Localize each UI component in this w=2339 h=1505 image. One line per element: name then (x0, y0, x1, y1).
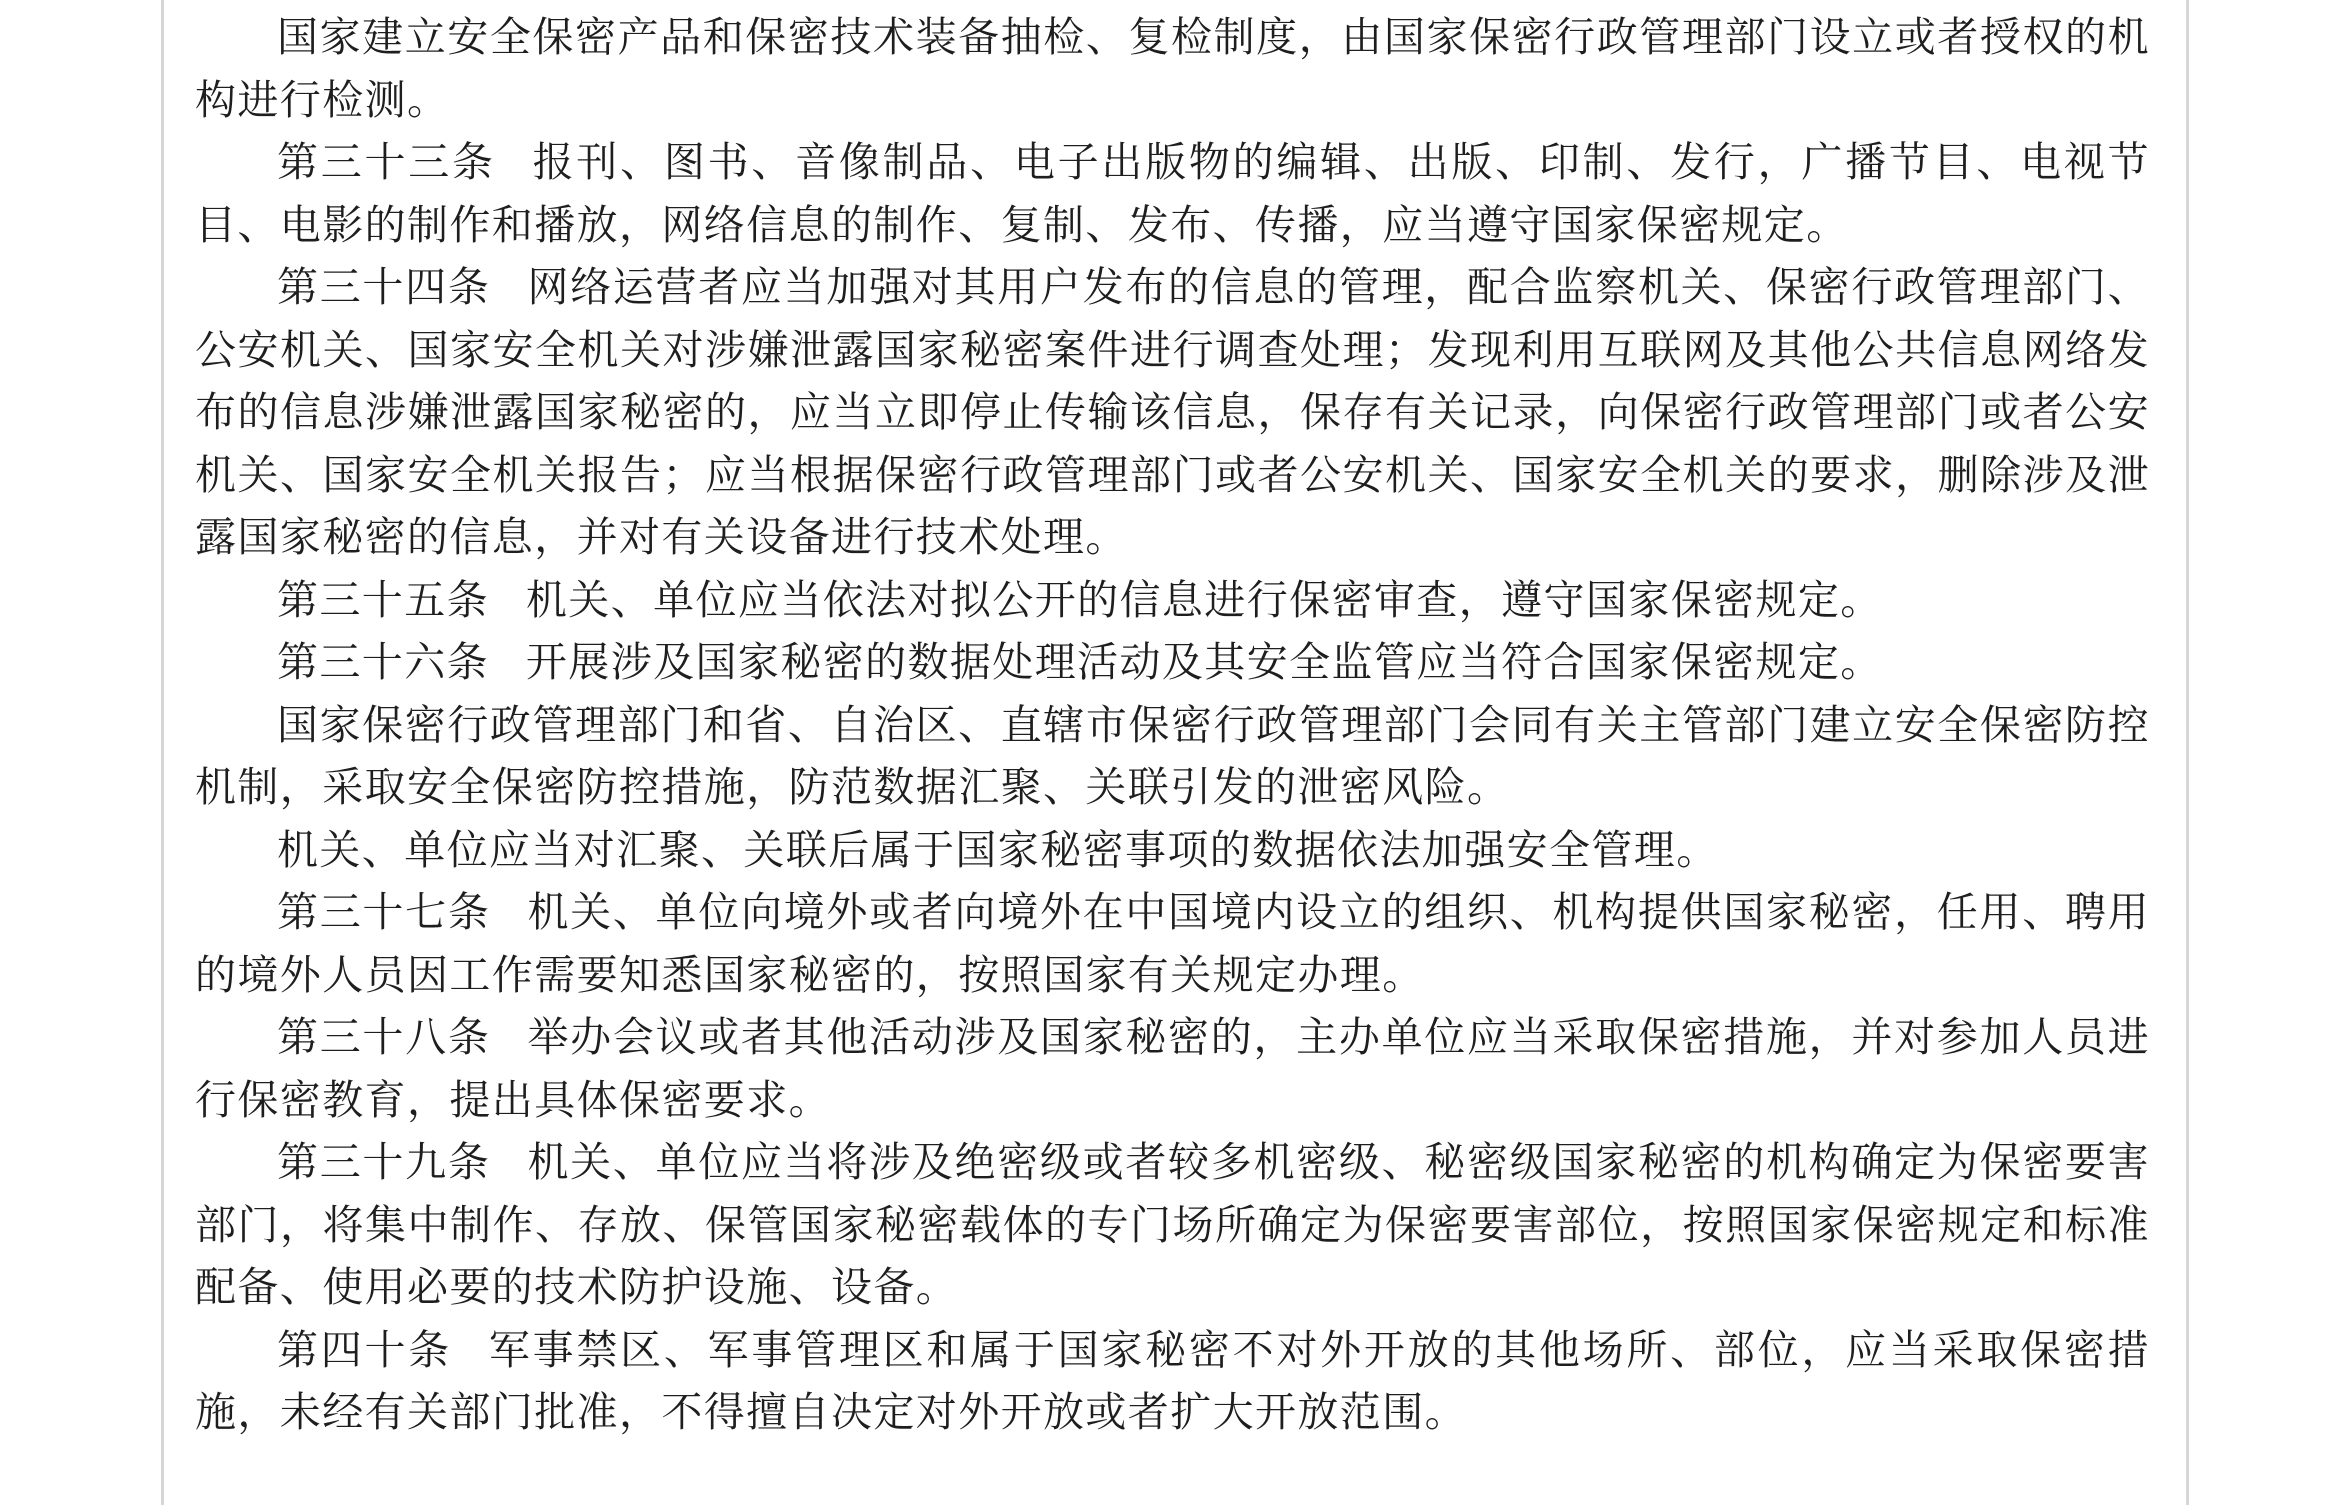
paragraph (195, 1131, 2150, 1319)
paragraph-text: 网络运营者应当加强对其用户发布的信息的管理，配合监察机关、保密行政管理部门、公安机关、国家安全机关对涉嫌泄露国家秘密案件进行调查处理；发现利用互联网及其他公共信息网络发布的信息涉嫌泄露国家秘密的，应当立即停止传输该信息，保存有关记录，向保密行政管理部门或者公安机关、国家安全机关报告；应当根据保密行政管理部门或者公安机关、国家安全机关的要求，删除涉及泄露国家秘密的信息，并对有关设备进行技术处理。 (195, 263, 2151, 561)
paragraph-text: 国家建立安全保密产品和保密技术装备抽检、复检制度，由国家保密行政管理部门设立或者授权的机构进行检测。 (195, 13, 2150, 124)
paragraph-text: 军事禁区、军事管理区和属于国家秘密不对外开放的其他场所、部位，应当采取保密措施，未经有关部门批准，不得擅自决定对外开放或者扩大开放范围。 (195, 1325, 2150, 1436)
paragraph (195, 1319, 2150, 1444)
paragraph-text: 机关、单位应当依法对拟公开的信息进行保密审查，遵守国家保密规定。 (525, 575, 1883, 624)
paragraph (195, 631, 2150, 694)
paragraph-text: 开展涉及国家秘密的数据处理活动及其安全监管应当符合国家保密规定。 (525, 638, 1883, 686)
paragraph (195, 569, 2150, 632)
article-number: 第三十九条 (277, 1138, 491, 1186)
article-number: 第三十六条 (277, 638, 489, 686)
paragraph (195, 881, 2150, 1006)
paragraph (195, 6, 2150, 131)
article-body (195, 6, 2150, 1444)
paragraph-text: 机关、单位应当将涉及绝密级或者较多机密级、秘密级国家秘密的机构确定为保密要害部门，将集中制作、存放、保管国家秘密载体的专门场所确定为保密要害部位，按照国家保密规定和标准配备、使用必要的技术防护设施、设备。 (195, 1138, 2151, 1311)
article-number: 第四十条 (277, 1325, 452, 1374)
paragraph (195, 694, 2150, 819)
paragraph (195, 1006, 2150, 1131)
article-number: 第三十五条 (277, 575, 489, 624)
paragraph-text: 举办会议或者其他活动涉及国家秘密的，主办单位应当采取保密措施，并对参加人员进行保密教育，提出具体保密要求。 (195, 1013, 2151, 1124)
paragraph-text: 机关、单位应当对汇聚、关联后属于国家秘密事项的数据依法加强安全管理。 (277, 825, 1719, 874)
paragraph-text: 机关、单位向境外或者向境外在中国境内设立的组织、机构提供国家秘密，任用、聘用的境外人员因工作需要知悉国家秘密的，按照国家有关规定办理。 (195, 888, 2151, 999)
paragraph (195, 819, 2150, 882)
paragraph-text: 报刊、图书、音像制品、电子出版物的编辑、出版、印制、发行，广播节目、电视节目、电影的制作和播放，网络信息的制作、复制、发布、传播，应当遵守国家保密规定。 (195, 138, 2151, 249)
article-number: 第三十七条 (277, 888, 491, 936)
paragraph-text: 国家保密行政管理部门和省、自治区、直辖市保密行政管理部门会同有关主管部门建立安全保密防控机制，采取安全保密防控措施，防范数据汇聚、关联引发的泄密风险。 (195, 700, 2150, 811)
article-number: 第三十四条 (277, 263, 491, 311)
paragraph (195, 131, 2150, 256)
article-number: 第三十三条 (277, 138, 496, 186)
article-number: 第三十八条 (277, 1013, 491, 1061)
paragraph (195, 256, 2150, 569)
